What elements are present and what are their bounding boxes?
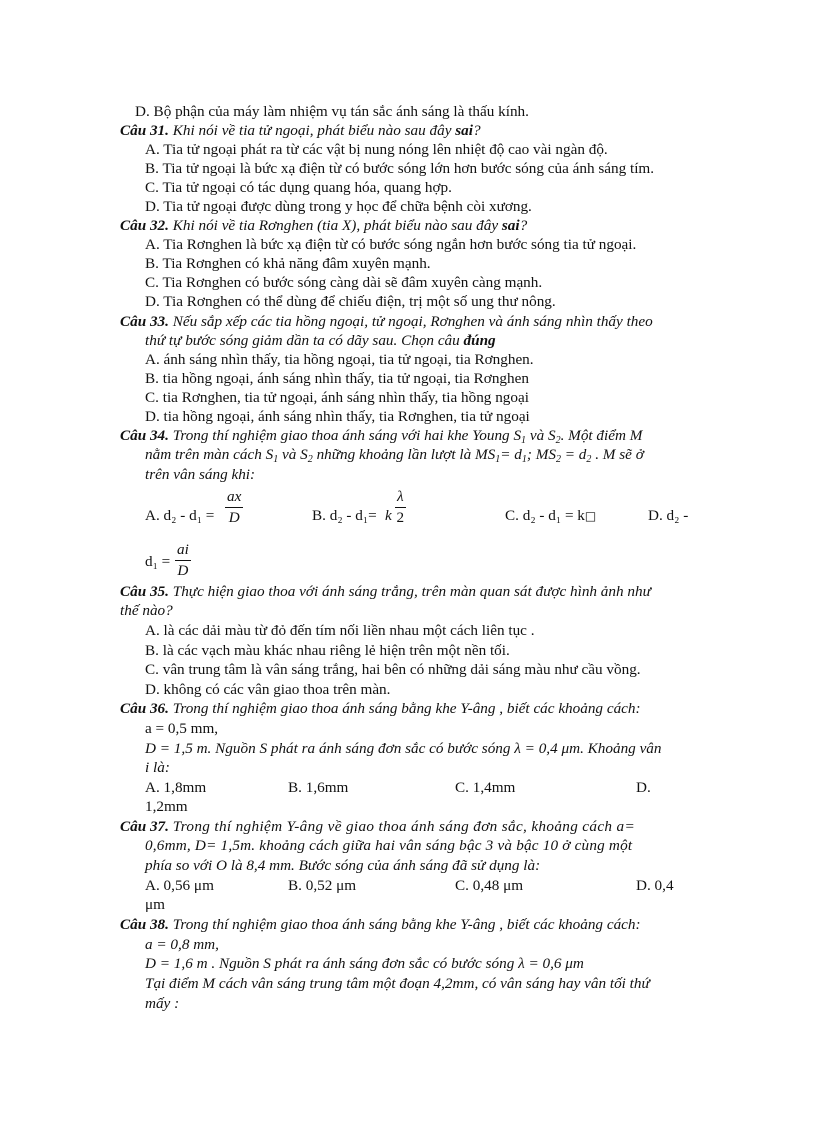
q37-text-cont-2: phía so với O là 8,4 mm. Bước sóng của ánh sáng đã sử dụng là: (145, 857, 541, 874)
question-number: Câu 38. (120, 916, 169, 933)
question-number: Câu 35. (120, 583, 169, 600)
fraction-numerator: ai (175, 540, 191, 561)
question-number: Câu 34. (120, 427, 169, 444)
q38-text-cont-3: Tại điểm M cách vân sáng trung tâm một đoạn 4,2mm, có vân sáng hay vân tối thứ (145, 975, 650, 992)
q36-option-d-cont: 1,2mm (145, 798, 188, 815)
q33-option-c: C. tia Rơnghen, tia tử ngoại, ánh sáng nhìn thấy, tia hồng ngoại (145, 389, 529, 406)
q31-option-d: D. Tia tử ngoại được dùng trong y học để chữa bệnh còi xương. (145, 198, 532, 215)
question-number: Câu 37. (120, 818, 169, 835)
q34-option-b-k: k (385, 507, 392, 524)
q37-option-d: D. 0,4 (636, 877, 674, 894)
question-number: Câu 31. (120, 122, 169, 139)
question-38 (120, 915, 641, 934)
question-text: thế nào? (120, 602, 173, 619)
question-37 (120, 817, 635, 836)
question-emphasis: sai (455, 122, 473, 139)
q35-option-c: C. vân trung tâm là vân sáng trắng, hai bên có những dải sáng màu như cầu vồng. (145, 661, 641, 678)
q36-option-d: D. (636, 779, 651, 796)
q34-option-b-fraction (395, 487, 406, 528)
fraction-numerator: ax (225, 487, 243, 508)
fraction-denominator: 2 (396, 509, 405, 526)
q35-option-a: A. là các dải màu từ đỏ đến tím nối liền nhau một cách liên tục . (145, 622, 535, 639)
question-33 (120, 312, 653, 331)
q36-option-c: C. 1,4mm (455, 779, 516, 796)
q34-option-d: D. d₂ - (648, 507, 689, 524)
q37-option-a: A. 0,56 μm (145, 877, 214, 894)
question-number: Câu 33. (120, 313, 169, 330)
question-text: Trong thí nghiệm giao thoa ánh sáng bằng khe Y-âng , biết các khoảng cách: (172, 700, 641, 717)
question-34 (120, 426, 642, 445)
question-text: nằm trên màn cách $S_1$ và $S_2$ những khoảng lần lượt là $MS_1= d_1$; $MS_2 = d_2$ . M sẽ ở (145, 446, 644, 465)
q35-option-b: B. là các vạch màu khác nhau riêng lẻ hiện trên một nền tối. (145, 642, 510, 659)
prev-option-d: D. Bộ phận của máy làm nhiệm vụ tán sắc ánh sáng là thấu kính. (135, 103, 529, 120)
q34-text-cont (145, 445, 644, 464)
question-text: Khi nói về tia Rơnghen (tia X), phát biểu nào sau đây (172, 217, 499, 234)
q37-option-c: C. 0,48 μm (455, 877, 524, 894)
q36-option-b: B. 1,6mm (288, 779, 349, 796)
q34-text-cont-2 (145, 465, 255, 484)
q36-text-cont: a = 0,5 mm, (145, 720, 219, 737)
question-text: Khi nói về tia tử ngoại, phát biểu nào sau đây (172, 122, 452, 139)
question-text: Thực hiện giao thoa với ánh sáng trắng, trên màn quan sát được hình ảnh như (172, 583, 651, 600)
q32-option-c: C. Tia Rơnghen có bước sóng càng dài sẽ đâm xuyên càng mạnh. (145, 274, 543, 291)
question-tail: ? (472, 122, 481, 139)
q32-option-a: A. Tia Rơnghen là bức xạ điện từ có bước sóng ngắn hơn bước sóng tia tử ngoại. (145, 236, 637, 253)
q37-option-d-cont: μm (145, 896, 165, 913)
fraction-denominator: D (228, 509, 240, 526)
question-emphasis: đúng (463, 332, 496, 349)
q31-option-a: A. Tia tử ngoại phát ra từ các vật bị nung nóng lên nhiệt độ cao vài ngàn độ. (145, 141, 608, 158)
q36-text-cont-2: D = 1,5 m. Nguồn S phát ra ánh sáng đơn sắc có bước sóng λ = 0,4 μm. Khoảng vân (145, 740, 662, 757)
question-31 (120, 121, 481, 140)
question-number: Câu 36. (120, 700, 169, 717)
question-tail: ? (519, 217, 528, 234)
question-text: Nếu sắp xếp các tia hồng ngoại, tử ngoại, Rơnghen và ánh sáng nhìn thấy theo (172, 313, 653, 330)
q33-option-d: D. tia hồng ngoại, ánh sáng nhìn thấy, tia Rơnghen, tia tử ngoại (145, 408, 530, 425)
question-number: Câu 32. (120, 217, 169, 234)
question-32 (120, 216, 527, 235)
q38-text-cont: a = 0,8 mm, (145, 936, 219, 953)
q34-option-a-fraction (225, 487, 243, 528)
fraction-denominator: D (177, 562, 189, 579)
q34-option-d-fraction (175, 540, 191, 581)
q38-text-cont-2: D = 1,6 m . Nguồn S phát ra ánh sáng đơn sắc có bước sóng λ = 0,6 μm (145, 955, 584, 972)
q35-text-cont (120, 601, 173, 620)
q33-text-cont (145, 331, 496, 350)
q32-option-d: D. Tia Rơnghen có thể dùng để chiếu điện, trị một số ung thư nông. (145, 293, 556, 310)
missing-glyph-icon: □ (584, 509, 597, 523)
question-text: Trong thí nghiệm giao thoa ánh sáng với hai khe Young $S_1$ và $S_2$. Một điểm M (172, 427, 643, 446)
q32-option-b: B. Tia Rơnghen có khả năng đâm xuyên mạnh. (145, 255, 431, 272)
question-text: Trong thí nghiệm Y-âng về giao thoa ánh sáng đơn sắc, khoảng cách a= (172, 818, 636, 835)
q36-text-cont-3: i là: (145, 759, 170, 776)
q37-option-b: B. 0,52 μm (288, 877, 357, 894)
question-emphasis: sai (501, 217, 520, 234)
q36-option-a: A. 1,8mm (145, 779, 207, 796)
question-text: trên vân sáng khi: (145, 466, 256, 483)
question-35 (120, 582, 651, 601)
q34-option-d-cont: d₁ = (145, 553, 171, 570)
question-text: Trong thí nghiệm giao thoa ánh sáng bằng khe Y-âng , biết các khoảng cách: (172, 916, 641, 933)
q34-option-a: A. d₂ - d₁ = (145, 507, 215, 524)
fraction-numerator: λ (395, 487, 406, 508)
question-text: thứ tự bước sóng giảm dần ta có dãy sau. Chọn câu (145, 332, 460, 349)
q31-option-c: C. Tia tử ngoại có tác dụng quang hóa, quang hợp. (145, 179, 452, 196)
q31-option-b: B. Tia tử ngoại là bức xạ điện từ có bước sóng lớn hơn bước sóng của ánh sáng tím. (145, 160, 655, 177)
q38-text-cont-4: mấy : (145, 995, 180, 1012)
q34-option-b: B. d₂ - d₁= (312, 507, 377, 524)
q34-option-c (505, 506, 596, 526)
q33-option-a: A. ánh sáng nhìn thấy, tia hồng ngoại, tia tử ngoại, tia Rơnghen. (145, 351, 534, 368)
q37-text-cont: 0,6mm, D= 1,5m. khoảng cách giữa hai vân sáng bậc 3 và bậc 10 ở cùng một (145, 837, 633, 854)
q33-option-b: B. tia hồng ngoại, ánh sáng nhìn thấy, tia tử ngoại, tia Rơnghen (145, 370, 529, 387)
option-c-text: C. d₂ - d₁ = k (505, 507, 585, 524)
question-36 (120, 699, 641, 718)
q35-option-d: D. không có các vân giao thoa trên màn. (145, 681, 391, 698)
